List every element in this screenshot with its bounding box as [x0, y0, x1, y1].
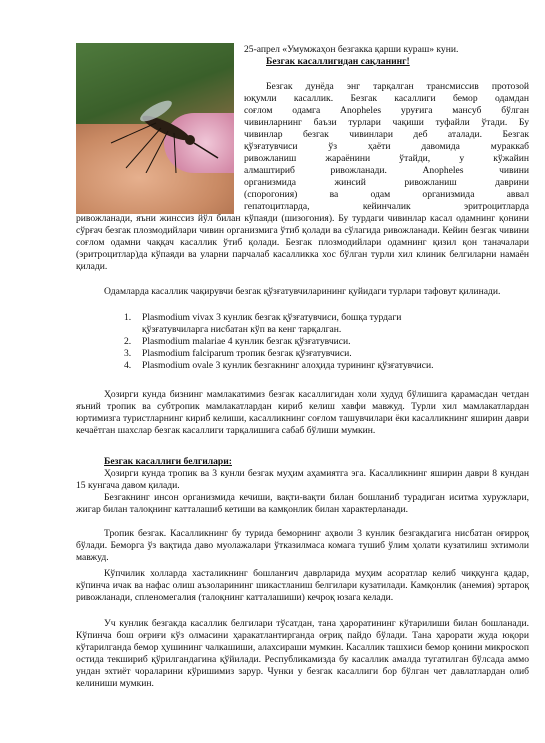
- signs-paragraph: Уч кунлик безгакда касаллик белгилари тўсатдан, тана ҳароратининг кўтарилиши билан бошланади. Кўпинча бош оғриғи кўз олмасини ҳаракатлантирганда оғриқ пайдо бўлади. Тана ҳарорати жуда юқори кўтарилганда бемор ҳушининг чалкашиши, алахсираши мумкин. Касаллик ташхиси бемор қонини микроскоп остида текшириб қўрилгандагина қўйилади. Республикамизда бу касаллик амалда тугатилган бўлсада аммо ундан эхтиёт чораларини кўришимиз зарур. Чунки у безгак касаллиги бор бўлган чет давлатлардан олиб келиниши мумкин.: [76, 618, 529, 689]
- list-item: [124, 348, 444, 360]
- intro-line: Безгак дунёда энг тарқалган трансмиссив протозой: [266, 81, 529, 92]
- present-paragraph: Ҳозирги кунда бизнинг мамлакатимиз безгак касаллигидан холи худуд бўлишига қарамасдан четдан яъний тропик ва субтропик мамлакатлардан кириб келиш хавфи мавжуд. Турли хил мамлакатлардан юртимизга туристларнинг кириб келиши, касалликнинг соғлом ташувчилари ёки касалликнинг яширин даври кечаётган шахслар безгак касаллиги тарқалишига сабаб бўлиши мумкин.: [76, 389, 529, 436]
- mosquito-icon: [106, 83, 226, 173]
- date-line: 25-апрел «Умумжаҳон безгакка қарши кураш» куни.: [244, 44, 459, 55]
- list-text: Plasmodium falciparum тропик безгак қўзғатувчиси.: [142, 348, 352, 359]
- signs-paragraph: Тропик безгак. Касалликнинг бу турида беморнинг аҳволи 3 кунлик безгакдагига нисбатан оғирроқ бўлади. Беморга ўз вақтида даво муолажалари ўтказилмаса комага тушиб ўлим ҳолати кузатилиш эхтимоли мавжуд.: [76, 528, 529, 563]
- list-item: [124, 336, 444, 348]
- intro-line: қўзғатувчиси ўз ҳаёти давомида мураккаб: [244, 141, 529, 152]
- list-text: Plasmodium ovale 3 кунлик безгакнинг алоҳида турининг қўзғатувчиси.: [142, 360, 434, 371]
- types-intro: Одамларда касаллик чақирувчи безгак қўзғатувчиларининг қуйидаги турлари тафовут қилинади.: [104, 286, 501, 297]
- intro-line: соғлом одамга Anopheles уруғига мансуб бўлган: [244, 105, 529, 116]
- list-number: 3.: [124, 348, 132, 359]
- signs-paragraph: Кўпчилик холларда хасталикнинг бошланғич даврларида муҳим асоратлар келиб чиққунга қадар, кўпинча ичак ва нафас олиш аъзоларининг шикастланиш белгилари кузатилади. Камқонлик (анемия) эртароқ ривожланади, спленомегалия (талоқнинг катталашиши) кечроқ юзага келади.: [76, 568, 529, 603]
- signs-paragraph: Ҳозирги кунда тропик ва 3 кунли безгак муҳим аҳамиятга эга. Касалликнинг яширин даври 8 кундан 15 кунгача давом қилади.: [76, 468, 529, 491]
- intro-line: чивинлар безгак чивинлари деб аталади. Безгак: [244, 129, 529, 140]
- intro-line: чивинларнинг баъзи турлари чақиши туфайли ўтади. Бу: [244, 117, 529, 128]
- types-list: [124, 312, 444, 372]
- list-text: Plasmodium malariae 4 кунлик безгак қўзғатувчиси.: [142, 336, 351, 347]
- intro-line: (спорогония) ва одам организмида аввал: [244, 189, 529, 200]
- list-item: [124, 312, 444, 336]
- intro-line: ривожланиш жараёнини ўтайди, у кўжайин: [244, 153, 529, 164]
- page-title: Безгак касаллигидан сақланинг!: [266, 56, 410, 67]
- list-number: 4.: [124, 360, 132, 371]
- list-number: 2.: [124, 336, 132, 347]
- mosquito-photo: [76, 43, 234, 214]
- signs-paragraph: Безгакнинг инсон организмида кечиши, вақти-вақти билан бошланиб турадиган иситма хуружлари, жигар билан талоқнинг катталашиб кетиши ва камқонлик билан характерланади.: [76, 492, 529, 515]
- list-text: Plasmodium vivax 3 кунлик безгак қўзғатувчиси, бошқа турдаги қўзғатувчиларга нисбатан кўп ва кенг тарқалган.: [142, 312, 402, 335]
- intro-continuation: ривожланади, яъни жинссиз йўл билан кўпаяди (шизогония). Бу турдаги чивинлар касал одамнинг қонини сўрғач безгак плозмодийлари чивин организмига ўтиб қолади ва сўлагида ривожланади. Кейин безгак чивини соғлом одамни чаққач касаллик ўтиб қолади. Безгак плозмодийлари одамнинг қизил қон таначалари (эритроцитлар)да кўпаяди ва уларни парчалаб касалликка хос бўлган турли хил клиник белгиларни намаён қилади.: [76, 213, 529, 272]
- list-item: [124, 360, 444, 372]
- list-number: 1.: [124, 312, 132, 323]
- intro-line: организмида жинсий ривожланиш даврини: [244, 177, 529, 188]
- intro-line: гепатоцитларда, кейинчалик эритроцитларда: [244, 201, 529, 212]
- intro-line: алмаштириб ривожланади. Anopheles чивини: [244, 165, 529, 176]
- signs-heading: Безгак касаллиги белгилари:: [104, 456, 232, 467]
- intro-line: юқумли касаллик. Безгак касаллиги бемор одамдан: [244, 93, 529, 104]
